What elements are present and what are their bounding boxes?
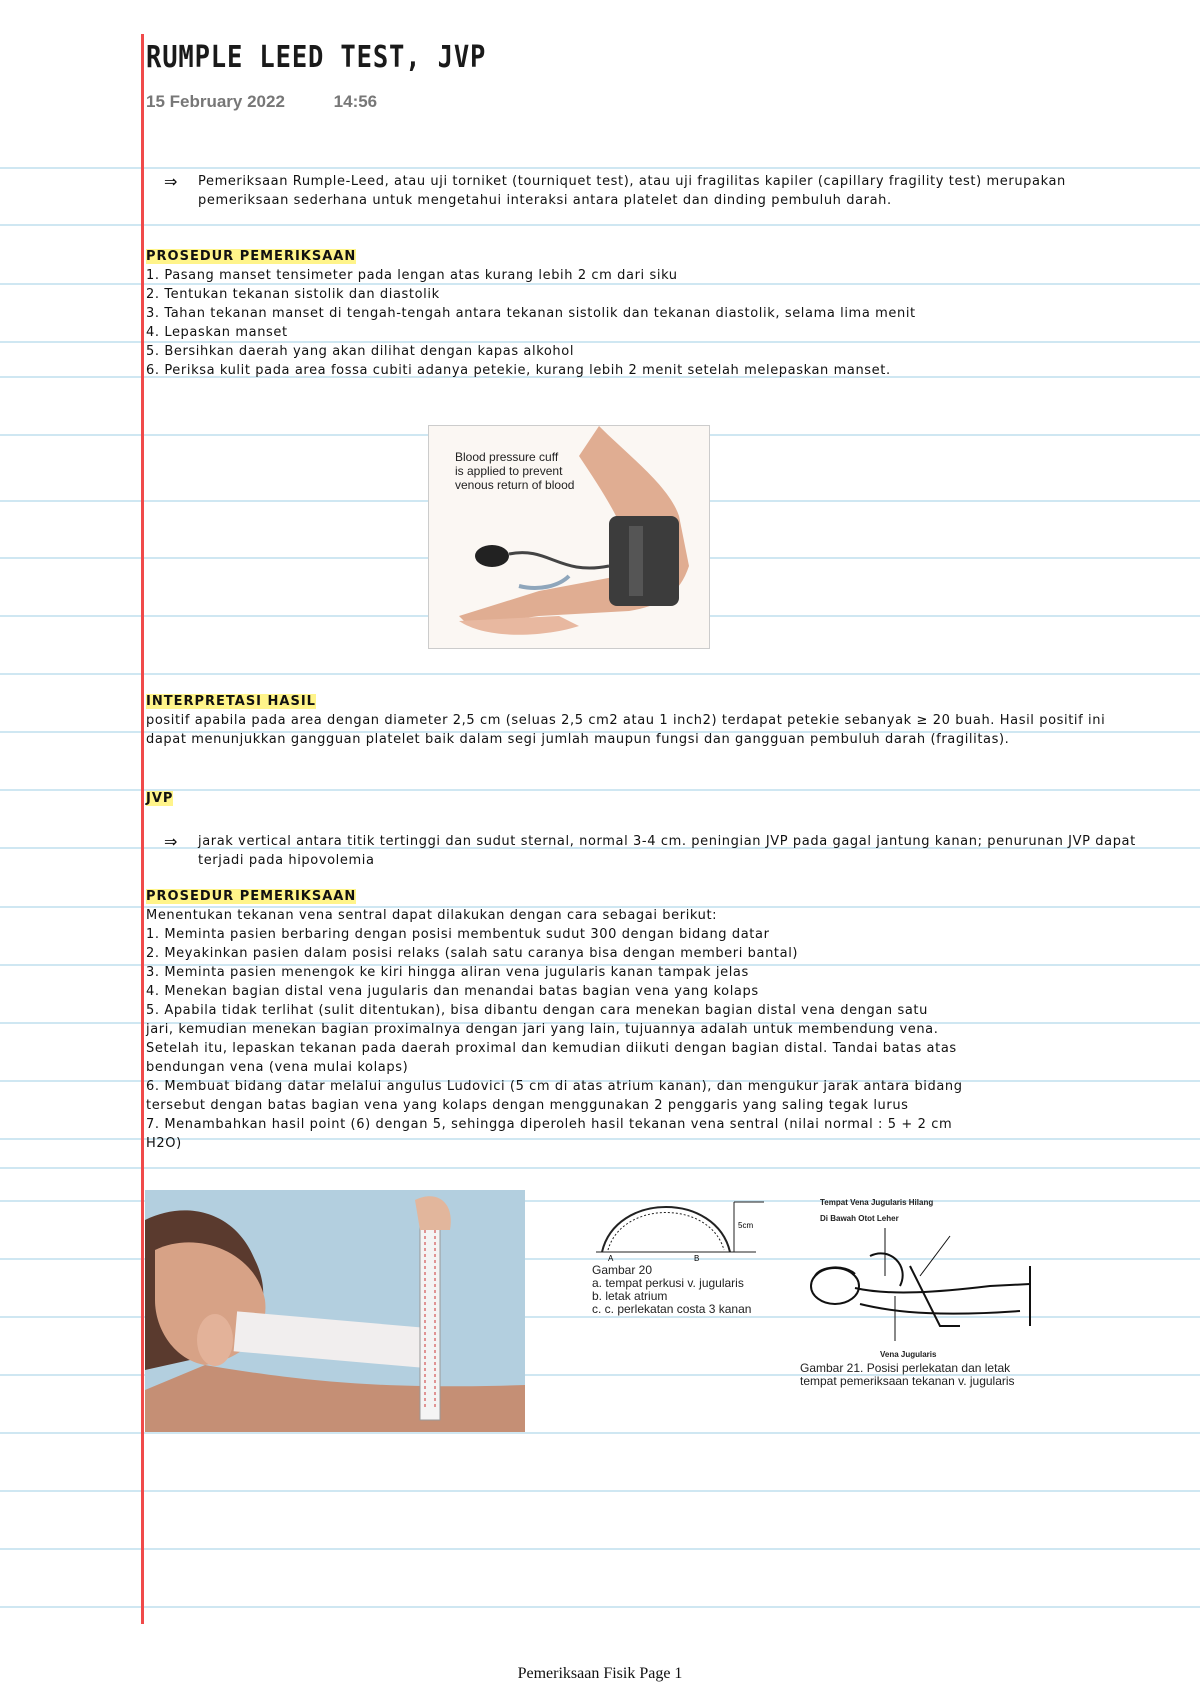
list-item: jari, kemudian menekan bagian proximalnya dengan jari yang lain, tujuannya adalah untuk membendung vena. (146, 1022, 939, 1037)
jvp-measurement-photo (145, 1190, 525, 1432)
jvp-intro: jarak vertical antara titik tertinggi dan sudut sternal, normal 3-4 cm. peningian JVP pada gagal jantung kanan; penurunan JVP dapat terjadi pada hipovolemia (198, 834, 1136, 868)
interpretation-heading: INTERPRETASI HASIL (146, 694, 316, 709)
list-item: 1. Pasang manset tensimeter pada lengan atas kurang lebih 2 cm dari siku (146, 268, 678, 283)
list-item: 1. Meminta pasien berbaring dengan posisi membentuk sudut 300 dengan bidang datar (146, 927, 770, 942)
arrow-bullet-icon: ⇒ (164, 832, 178, 851)
fig21-top-label: Di Bawah Otot Leher (820, 1214, 899, 1223)
gambar-21-figure (800, 1192, 1060, 1412)
svg-text:Blood pressure cuff is (455, 450, 574, 492)
cuff-caption-line: is applied to prevent (455, 464, 563, 478)
page-footer: Pemeriksaan Fisik Page 1 (517, 1665, 683, 1682)
procedure-heading-1: PROSEDUR PEMERIKSAAN (146, 249, 357, 264)
fig21-top-label: Tempat Vena Jugularis Hilang (820, 1198, 934, 1207)
list-item: 3. Tahan tekanan manset di tengah-tengah antara tekanan sistolik dan tekanan diastolik, selama lima menit (146, 306, 916, 321)
list-item: 4. Menekan bagian distal vena jugularis dan menandai batas bagian vena yang kolaps (146, 984, 759, 999)
note-date: 15 February 2022 (146, 92, 285, 111)
procedure-steps-2 (146, 906, 963, 1153)
jvp-heading: JVP (146, 791, 174, 806)
cuff-caption-line: Blood pressure cuff (455, 450, 559, 464)
note-time: 14:56 (333, 92, 378, 111)
list-item: 6. Membuat bidang datar melalui angulus Ludovici (5 cm di atas atrium kanan), dan mengukur jarak antara bidang (146, 1079, 963, 1094)
fig21-caption: Gambar 21. Posisi perlekatan dan letak tempat pemeriksaan tekanan v. jugularis (800, 1361, 1015, 1388)
rumple-leed-intro: Pemeriksaan Rumple-Leed, atau uji torniket (tourniquet test), atau uji fragilitas kapiler (capillary fragility test) merupakan pemeriksaan sederhana untuk mengetahui interaksi antara platelet dan dinding pembuluh darah. (198, 174, 1066, 208)
fig20-label-b: B (694, 1254, 700, 1262)
list-item: 4. Lepaskan manset (146, 325, 288, 340)
fig20-caption (592, 1264, 751, 1316)
arrow-bullet-icon: ⇒ (164, 172, 178, 191)
note-meta (146, 92, 421, 112)
list-item: H2O) (146, 1136, 182, 1151)
blood-pressure-cuff-image (428, 425, 710, 649)
fig20-label-a: A (608, 1254, 614, 1262)
procedure-heading-2: PROSEDUR PEMERIKSAAN (146, 889, 357, 904)
list-item: tersebut dengan batas bagian vena yang kolaps dengan menggunakan 2 penggaris yang saling tegak lurus (146, 1098, 909, 1113)
page-title: RUMPLE LEED TEST, JVP (146, 40, 487, 75)
list-item: 2. Meyakinkan pasien dalam posisi relaks (salah satu caranya bisa dengan memberi bantal) (146, 946, 799, 961)
interpretation-text: positif apabila pada area dengan diameter 2,5 cm (seluas 2,5 cm2 atau 1 inch2) terdapat petekie sebanyak ≥ 20 buah. Hasil positif ini dapat menunjukkan gangguan platelet baik dalam segi jumlah maupun fungsi dan gangguan pembuluh darah (fragilitas). (146, 713, 1106, 747)
procedure-steps-1 (146, 266, 916, 380)
list-item: 6. Periksa kulit pada area fossa cubiti adanya petekie, kurang lebih 2 menit setelah melepaskan manset. (146, 363, 891, 378)
gambar-20-figure (586, 1192, 766, 1322)
fig20-label-5cm: 5cm (738, 1221, 754, 1230)
list-item: a. tempat perkusi v. jugularis (592, 1276, 744, 1290)
list-item: 3. Meminta pasien menengok ke kiri hingga aliran vena jugularis kanan tampak jelas (146, 965, 749, 980)
list-item: Setelah itu, lepaskan tekanan pada daerah proximal dan kemudian diikuti dengan bagian distal. Tandai batas atas (146, 1041, 957, 1056)
list-item: bendungan vena (vena mulai kolaps) (146, 1060, 409, 1075)
fig20-caption-title: Gambar 20 (592, 1263, 653, 1277)
list-item: Menentukan tekanan vena sentral dapat dilakukan dengan cara sebagai berikut: (146, 908, 718, 923)
list-item: c. c. perlekatan costa 3 kanan (592, 1302, 752, 1316)
margin-line (141, 34, 144, 1624)
list-item: 2. Tentukan tekanan sistolik dan diastolik (146, 287, 440, 302)
fig21-bottom-label: Vena Jugularis (880, 1350, 937, 1359)
list-item: 5. Apabila tidak terlihat (sulit ditentukan), bisa dibantu dengan cara menekan bagian distal vena dengan satu (146, 1003, 928, 1018)
list-item: 7. Menambahkan hasil point (6) dengan 5, sehingga diperoleh hasil tekanan vena sentral (nilai normal : 5 + 2 cm (146, 1117, 953, 1132)
cuff-caption-line: venous return of blood (455, 478, 575, 492)
list-item: b. letak atrium (592, 1289, 668, 1303)
list-item: 5. Bersihkan daerah yang akan dilihat dengan kapas alkohol (146, 344, 575, 359)
